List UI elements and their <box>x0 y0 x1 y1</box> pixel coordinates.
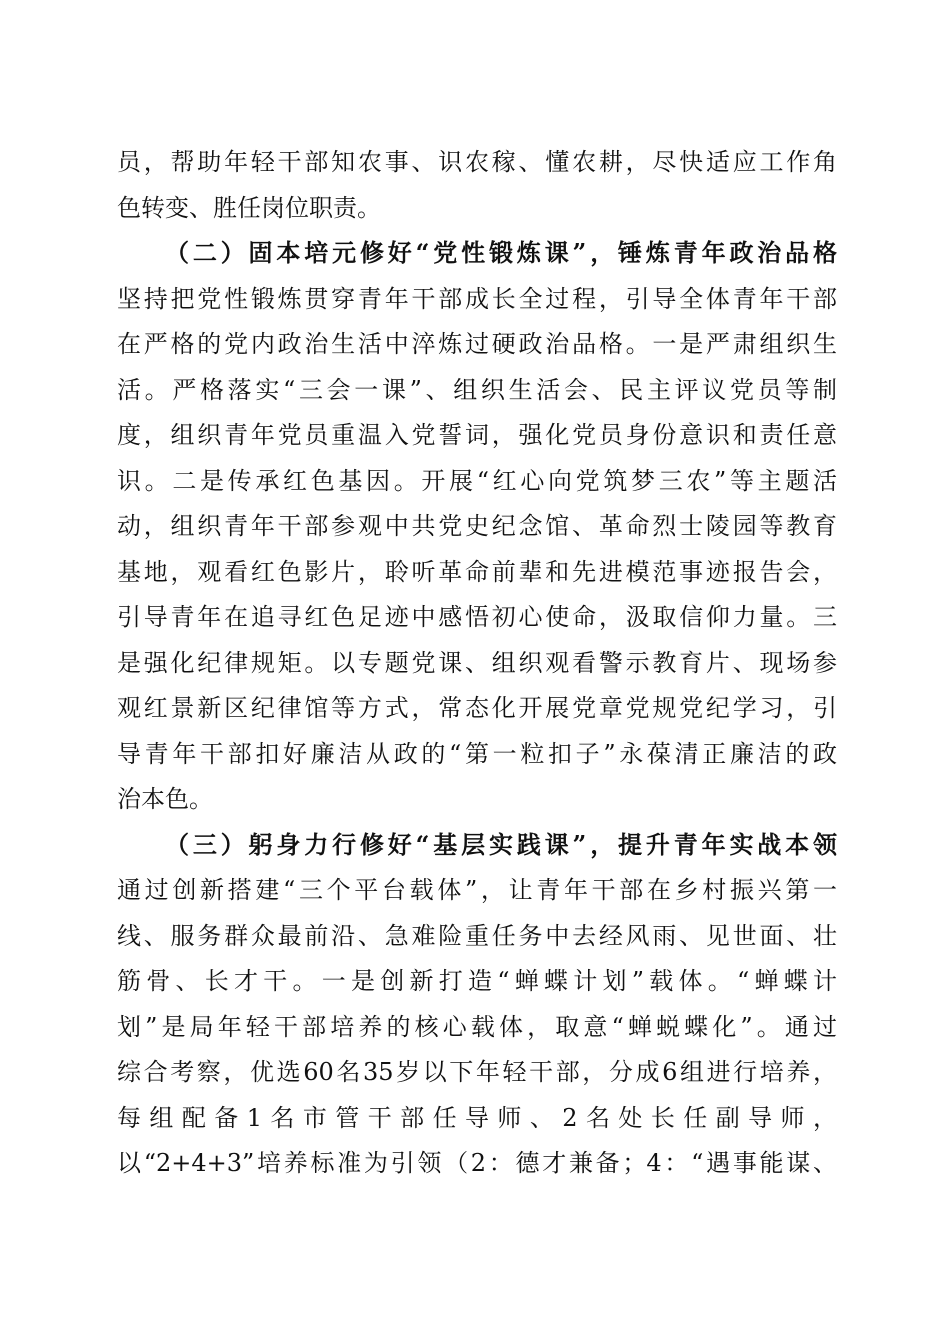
text-line: 综合考察，优选60名35岁以下年轻干部，分成6组进行培养， <box>117 1058 837 1086</box>
text-line: 通过创新搭建“三个平台载体”，让青年干部在乡村振兴第一 <box>117 876 837 904</box>
text-line: 导青年干部扣好廉洁从政的“第一粒扣子”永葆清正廉洁的政 <box>117 740 837 768</box>
text-line: 观红景新区纪律馆等方式，常态化开展党章党规党纪学习，引 <box>117 694 837 722</box>
text-line: 以“2+4+3”培养标准为引领（2：德才兼备；4：“遇事能谋、 <box>117 1149 837 1177</box>
text-line: 划”是局年轻干部培养的核心载体，取意“蝉蜕蝶化”。通过 <box>117 1013 837 1041</box>
section-heading: （三）躬身力行修好“基层实践课”，提升青年实战本领 <box>165 830 837 859</box>
text-line: 线、服务群众最前沿、急难险重任务中去经风雨、见世面、壮 <box>117 922 837 950</box>
text-line: 动，组织青年干部参观中共党史纪念馆、革命烈士陵园等教育 <box>117 512 837 540</box>
text-line: 引导青年在追寻红色足迹中感悟初心使命，汲取信仰力量。三 <box>117 603 837 631</box>
text-line: 是强化纪律规矩。以专题党课、组织观看警示教育片、现场参 <box>117 649 837 677</box>
section-heading: （二）固本培元修好“党性锻炼课”，锤炼青年政治品格 <box>165 238 837 267</box>
text-line: 在严格的党内政治生活中淬炼过硬政治品格。一是严肃组织生 <box>117 330 837 358</box>
text-line: 每组配备1名市管干部任导师、2名处长任副导师， <box>117 1104 837 1132</box>
text-line: 活。严格落实“三会一课”、组织生活会、民主评议党员等制 <box>117 376 837 404</box>
text-line: 治本色。 <box>117 785 213 813</box>
text-line: 坚持把党性锻炼贯穿青年干部成长全过程，引导全体青年干部 <box>117 285 837 313</box>
text-line: 基地，观看红色影片，聆听革命前辈和先进模范事迹报告会， <box>117 558 837 586</box>
text-line: 识。二是传承红色基因。开展“红心向党筑梦三农”等主题活 <box>117 467 837 495</box>
text-line: 色转变、胜任岗位职责。 <box>117 194 381 222</box>
text-line: 度，组织青年党员重温入党誓词，强化党员身份意识和责任意 <box>117 421 837 449</box>
text-line: 筋骨、长才干。一是创新打造“蝉蝶计划”载体。“蝉蝶计 <box>117 967 837 995</box>
text-line: 员，帮助年轻干部知农事、识农稼、懂农耕，尽快适应工作角 <box>117 148 837 176</box>
